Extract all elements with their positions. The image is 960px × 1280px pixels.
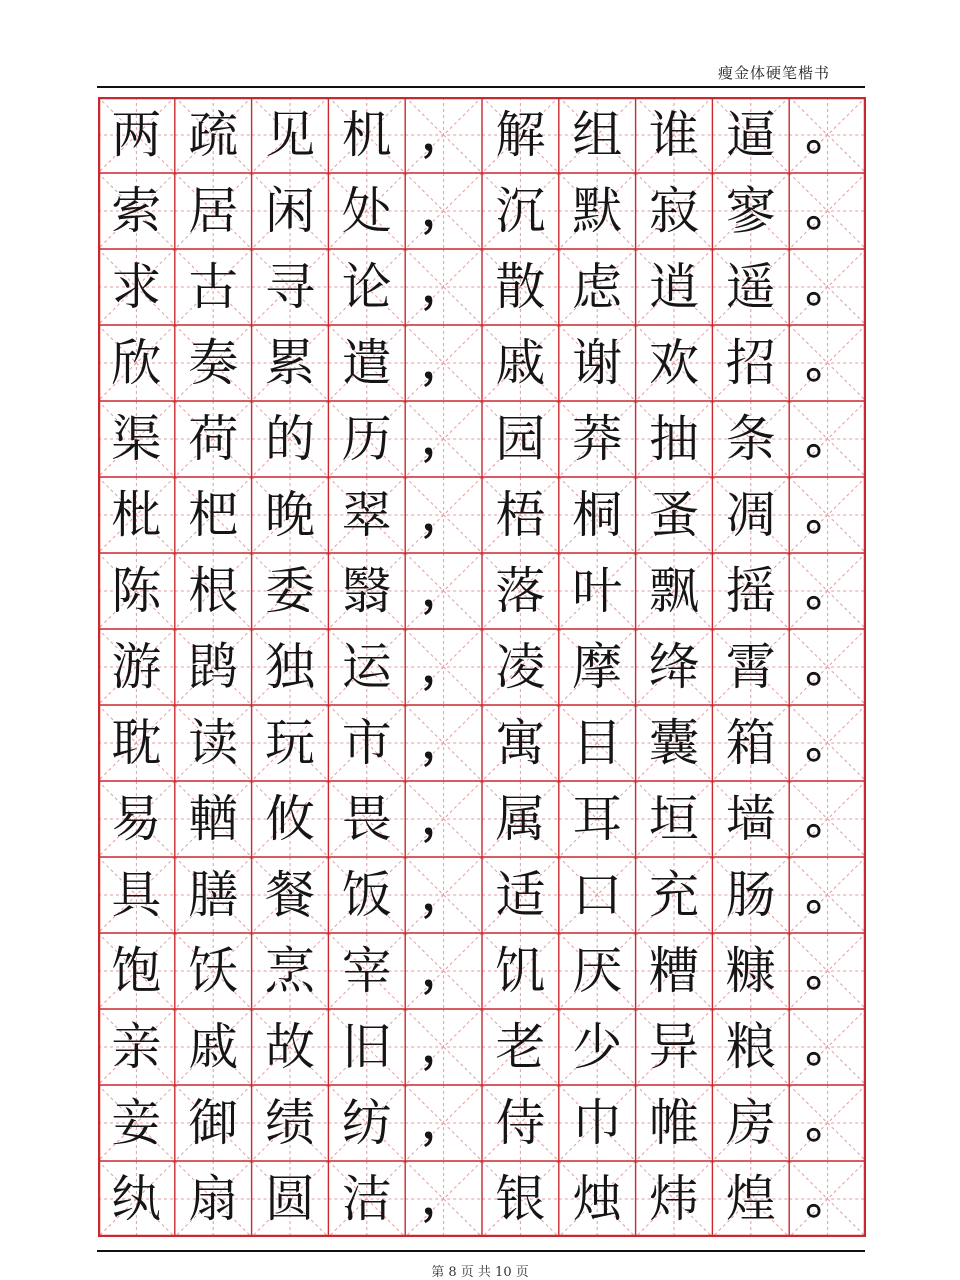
grid-cell-char: 鹍 bbox=[188, 638, 239, 696]
grid-cell-char: ， bbox=[421, 641, 466, 692]
grid-cell-char: 银 bbox=[495, 1170, 546, 1228]
grid-cell-char: 属 bbox=[495, 790, 546, 848]
grid-cell-char: 耳 bbox=[572, 790, 623, 848]
grid-cell-char: 逼 bbox=[725, 106, 776, 164]
grid-cell-char: 默 bbox=[572, 182, 623, 240]
grid-cell-char: 虑 bbox=[572, 258, 623, 316]
grid-cell-char: 扇 bbox=[188, 1170, 239, 1228]
grid-cell-char: 。 bbox=[805, 109, 850, 160]
grid-cell-char: ， bbox=[421, 945, 466, 996]
grid-cell-char: 的 bbox=[264, 410, 315, 468]
grid-cell-char: 戚 bbox=[188, 1018, 239, 1076]
grid-cell-char: 巾 bbox=[572, 1094, 623, 1152]
grid-cell-char: 。 bbox=[805, 717, 850, 768]
grid-cell-char: 运 bbox=[341, 638, 392, 696]
grid-cell-char: 闲 bbox=[264, 182, 315, 240]
grid-cell-char: 具 bbox=[111, 866, 162, 924]
grid-cell-char: 御 bbox=[188, 1094, 239, 1152]
grid-cell-char: 解 bbox=[495, 106, 546, 164]
grid-cell-char: 。 bbox=[805, 1173, 850, 1224]
grid-cell-char: 求 bbox=[111, 258, 162, 316]
grid-cell-char: ， bbox=[421, 1021, 466, 1072]
grid-cell-char: 。 bbox=[805, 489, 850, 540]
grid-cell-char: 遣 bbox=[341, 334, 392, 392]
grid-cell-char: 饥 bbox=[495, 942, 546, 1000]
grid-cell-char: 叶 bbox=[572, 562, 623, 620]
grid-cell-char: 。 bbox=[805, 261, 850, 312]
grid-cell-char: 索 bbox=[111, 182, 162, 240]
header-title: 瘦金体硬笔楷书 bbox=[717, 64, 830, 82]
grid-cell-char: 梧 bbox=[495, 486, 546, 544]
header-rule bbox=[97, 86, 865, 88]
practice-grid bbox=[98, 97, 866, 1237]
grid-cell-char: 委 bbox=[264, 562, 315, 620]
grid-cell-char: 輶 bbox=[188, 790, 239, 848]
grid-cell-char: 寥 bbox=[725, 182, 776, 240]
grid-cell-char: 寂 bbox=[648, 182, 699, 240]
grid-cell-char: 目 bbox=[572, 714, 623, 772]
grid-cell-char: ， bbox=[421, 565, 466, 616]
grid-cell-char: 侍 bbox=[495, 1094, 546, 1152]
grid-cell-char: 异 bbox=[648, 1018, 699, 1076]
grid-cell-char: 古 bbox=[188, 258, 239, 316]
grid-cell-char: 抽 bbox=[648, 410, 699, 468]
grid-cell-char: 摇 bbox=[725, 562, 776, 620]
grid-cell-char: 绛 bbox=[648, 638, 699, 696]
grid-cell-char: 两 bbox=[111, 106, 162, 164]
grid-cell-char: 沉 bbox=[495, 182, 546, 240]
grid-cell-char: 散 bbox=[495, 258, 546, 316]
grid-cell-char: 玩 bbox=[264, 714, 315, 772]
grid-cell-char: 饭 bbox=[341, 866, 392, 924]
grid-cell-char: 欢 bbox=[648, 334, 699, 392]
grid-cell-char: 处 bbox=[341, 182, 392, 240]
grid-cell-char: 蚤 bbox=[648, 486, 699, 544]
grid-cell-char: 。 bbox=[805, 869, 850, 920]
grid-cell-char: 糠 bbox=[725, 942, 776, 1000]
grid-cell-char: 读 bbox=[188, 714, 239, 772]
grid-cell-char: 箱 bbox=[725, 714, 776, 772]
grid-cell-char: 荷 bbox=[188, 410, 239, 468]
grid-cell-char: 充 bbox=[648, 866, 699, 924]
grid-cell-char: 房 bbox=[725, 1094, 776, 1152]
grid-cell-char: 莽 bbox=[572, 410, 623, 468]
grid-cell-char: 易 bbox=[111, 790, 162, 848]
grid-cell-char: 寓 bbox=[495, 714, 546, 772]
grid-cell-char: 招 bbox=[725, 334, 776, 392]
grid-cell-char: 飘 bbox=[648, 562, 699, 620]
grid-cell-char: 遥 bbox=[725, 258, 776, 316]
grid-cell-char: ， bbox=[421, 413, 466, 464]
grid-cell-char: 凋 bbox=[725, 486, 776, 544]
grid-cell-char: 粮 bbox=[725, 1018, 776, 1076]
grid-cell-char: 陈 bbox=[111, 562, 162, 620]
grid-cell-char: 奏 bbox=[188, 334, 239, 392]
grid-cell-char: 欣 bbox=[111, 334, 162, 392]
grid-cell-char: 渠 bbox=[111, 410, 162, 468]
grid-cell-char: 累 bbox=[264, 334, 315, 392]
grid-cell-char: 囊 bbox=[648, 714, 699, 772]
grid-cell-char: 落 bbox=[495, 562, 546, 620]
grid-cell-char: 机 bbox=[341, 106, 392, 164]
grid-cell-char: 疏 bbox=[188, 106, 239, 164]
grid-cell-char: ， bbox=[421, 109, 466, 160]
grid-cell-char: 老 bbox=[495, 1018, 546, 1076]
grid-cell-char: 见 bbox=[264, 106, 315, 164]
grid-cell-char: 。 bbox=[805, 565, 850, 616]
grid-cell-char: 圆 bbox=[264, 1170, 315, 1228]
grid-cell-char: 杷 bbox=[188, 486, 239, 544]
grid-cell-char: ， bbox=[421, 261, 466, 312]
grid-cell-char: 凌 bbox=[495, 638, 546, 696]
grid-cell-char: 游 bbox=[111, 638, 162, 696]
grid-cell-char: 饫 bbox=[188, 942, 239, 1000]
grid-cell-char: 绩 bbox=[264, 1094, 315, 1152]
grid-cell-char: 烛 bbox=[572, 1170, 623, 1228]
grid-cell-char: 肠 bbox=[725, 866, 776, 924]
grid-cell-char: 市 bbox=[341, 714, 392, 772]
grid-cell-char: 膳 bbox=[188, 866, 239, 924]
grid-cell-char: 纨 bbox=[111, 1170, 162, 1228]
grid-cell-char: 攸 bbox=[264, 790, 315, 848]
grid-cell-char: 亲 bbox=[111, 1018, 162, 1076]
grid-cell-char: 独 bbox=[264, 638, 315, 696]
grid-cell-char: 逍 bbox=[648, 258, 699, 316]
grid-cell-char: 糟 bbox=[648, 942, 699, 1000]
grid-cell-char: ， bbox=[421, 793, 466, 844]
grid-cell-char: 餐 bbox=[264, 866, 315, 924]
grid-cell-char: 。 bbox=[805, 793, 850, 844]
grid-cell-char: 历 bbox=[341, 410, 392, 468]
grid-cell-char: 。 bbox=[805, 1097, 850, 1148]
grid-cell-char: ， bbox=[421, 717, 466, 768]
grid-cell-char: ， bbox=[421, 1173, 466, 1224]
grid-cell-char: 晚 bbox=[264, 486, 315, 544]
grid-cell-char: 炜 bbox=[648, 1170, 699, 1228]
grid-cell-char: 。 bbox=[805, 1021, 850, 1072]
grid-cell-char: 。 bbox=[805, 641, 850, 692]
grid-cell-char: 宰 bbox=[341, 942, 392, 1000]
grid-cell-char: 园 bbox=[495, 410, 546, 468]
grid-cell-char: 条 bbox=[725, 410, 776, 468]
grid-cell-char: 居 bbox=[188, 182, 239, 240]
grid-cell-char: 旧 bbox=[341, 1018, 392, 1076]
grid-cell-char: 谢 bbox=[572, 334, 623, 392]
grid-cell-char: 。 bbox=[805, 945, 850, 996]
grid-cell-char: 适 bbox=[495, 866, 546, 924]
grid-cell-char: 耽 bbox=[111, 714, 162, 772]
grid-cell-char: 组 bbox=[572, 106, 623, 164]
grid-cell-char: 煌 bbox=[725, 1170, 776, 1228]
grid-cell-char: 饱 bbox=[111, 942, 162, 1000]
grid-cell-char: 。 bbox=[805, 337, 850, 388]
page-number: 第 8 页 共 10 页 bbox=[431, 1265, 529, 1280]
grid-cell-char: 厌 bbox=[572, 942, 623, 1000]
grid-cell-char: 烹 bbox=[264, 942, 315, 1000]
grid-cell-char: 谁 bbox=[648, 106, 699, 164]
grid-cell-char: 霄 bbox=[725, 638, 776, 696]
grid-cell-char: 纺 bbox=[341, 1094, 392, 1152]
grid-cell-char: 翳 bbox=[341, 562, 392, 620]
grid-cell-char: ， bbox=[421, 337, 466, 388]
grid-cell-char: ， bbox=[421, 489, 466, 540]
grid-cell-char: 寻 bbox=[264, 258, 315, 316]
grid-cell-char: ， bbox=[421, 869, 466, 920]
grid-cell-char: 。 bbox=[805, 413, 850, 464]
grid-cell-char: 妾 bbox=[111, 1094, 162, 1152]
grid-cell-char: 根 bbox=[188, 562, 239, 620]
grid-cell-char: 论 bbox=[341, 258, 392, 316]
grid-cell-char: 帷 bbox=[648, 1094, 699, 1152]
grid-cell-char: 洁 bbox=[341, 1170, 392, 1228]
grid-cell-char: 墙 bbox=[725, 790, 776, 848]
grid-cell-char: 故 bbox=[264, 1018, 315, 1076]
grid-cell-char: 口 bbox=[572, 866, 623, 924]
grid-cell-char: 戚 bbox=[495, 334, 546, 392]
grid-cell-char: 垣 bbox=[648, 790, 699, 848]
grid-cell-char: 翠 bbox=[341, 486, 392, 544]
grid-cell-char: ， bbox=[421, 1097, 466, 1148]
grid-cell-char: 少 bbox=[572, 1018, 623, 1076]
grid-cell-char: 。 bbox=[805, 185, 850, 236]
grid-cell-char: 畏 bbox=[341, 790, 392, 848]
grid-cell-char: 枇 bbox=[111, 486, 162, 544]
footer-rule bbox=[97, 1250, 865, 1252]
grid-cell-char: 摩 bbox=[572, 638, 623, 696]
grid-cell-char: ， bbox=[421, 185, 466, 236]
grid-cell-char: 桐 bbox=[572, 486, 623, 544]
